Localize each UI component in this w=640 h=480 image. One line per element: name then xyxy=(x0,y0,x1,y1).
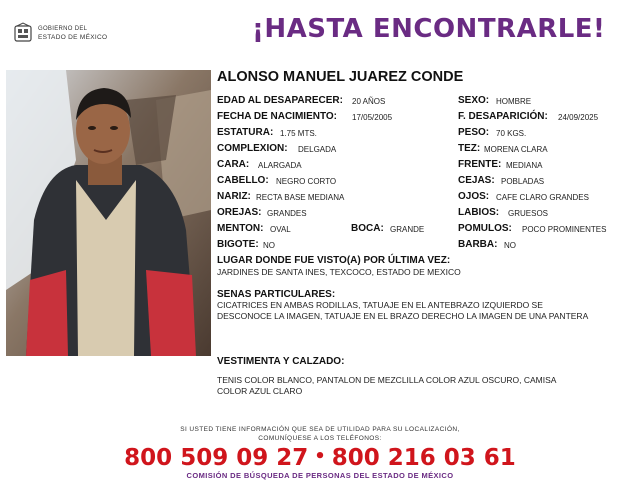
pomulos-value: POCO PROMINENTES xyxy=(522,225,607,234)
peso-value: 70 KGS. xyxy=(496,129,527,138)
orejas-value: GRANDES xyxy=(267,209,307,218)
bigote-value: NO xyxy=(263,241,275,250)
cabello-label: CABELLO: xyxy=(217,175,269,186)
missing-person-photo xyxy=(6,70,211,356)
contact-info-line-1: SI USTED TIENE INFORMACIÓN QUE SEA DE UTILIDAD PARA SU LOCALIZACIÓN, xyxy=(180,426,460,433)
headline: ¡HASTA ENCONTRARLE! xyxy=(252,14,606,44)
desaparicion-value: 24/09/2025 xyxy=(558,113,599,122)
barba-value: NO xyxy=(504,241,516,250)
vestimenta-text: TENIS COLOR BLANCO, PANTALON DE MEZCLILLA COLOR AZUL OSCURO, CAMISA COLOR AZUL CLARO xyxy=(217,375,556,396)
labios-label: LABIOS: xyxy=(458,207,500,218)
peso-label: PESO: xyxy=(458,127,490,138)
edad-value: 20 AÑOS xyxy=(352,97,386,106)
government-logo xyxy=(12,22,162,50)
footer-commission: COMISIÓN DE BÚSQUEDA DE PERSONAS DEL ESTADO DE MÉXICO xyxy=(186,471,454,480)
estatura-value: 1.75 MTS. xyxy=(280,129,317,138)
frente-label: FRENTE: xyxy=(458,159,502,170)
phone-separator: • xyxy=(314,446,326,467)
contact-info-line-2: COMUNÍQUESE A LOS TELÉFONOS: xyxy=(258,435,382,442)
barba-label: BARBA: xyxy=(458,239,498,250)
phone-numbers xyxy=(0,445,640,471)
nariz-label: NARIZ: xyxy=(217,191,251,202)
state-crest-icon xyxy=(12,22,34,44)
cejas-label: CEJAS: xyxy=(458,175,495,186)
person-name: ALONSO MANUEL JUAREZ CONDE xyxy=(217,69,464,85)
ojos-value: CAFE CLARO GRANDES xyxy=(496,193,589,202)
complexion-label: COMPLEXION: xyxy=(217,143,288,154)
frente-value: MEDIANA xyxy=(506,161,543,170)
estatura-label: ESTATURA: xyxy=(217,127,274,138)
logo-line-1: GOBIERNO DEL xyxy=(38,26,88,32)
boca-label: BOCA: xyxy=(351,223,384,234)
desaparicion-label: F. DESAPARICIÓN: xyxy=(458,111,548,122)
nariz-value: RECTA BASE MEDIANA xyxy=(256,193,345,202)
sexo-value: HOMBRE xyxy=(496,97,532,106)
cejas-value: POBLADAS xyxy=(501,177,545,186)
tez-value: MORENA CLARA xyxy=(484,145,548,154)
cara-label: CARA: xyxy=(217,159,250,170)
lugar-title: LUGAR DONDE FUE VISTO(A) POR ÚLTIMA VEZ: xyxy=(217,255,451,266)
senas-title: SENAS PARTICULARES: xyxy=(217,289,336,300)
bigote-label: BIGOTE: xyxy=(217,239,259,250)
cara-value: ALARGADA xyxy=(258,161,302,170)
labios-value: GRUESOS xyxy=(508,209,549,218)
pomulos-label: POMULOS: xyxy=(458,223,512,234)
person-photo-icon xyxy=(6,70,211,356)
logo-line-2: ESTADO DE MÉXICO xyxy=(38,34,108,41)
tez-label: TEZ: xyxy=(458,143,481,154)
nacimiento-label: FECHA DE NACIMIENTO: xyxy=(217,111,337,122)
orejas-label: OREJAS: xyxy=(217,207,262,218)
ojos-label: OJOS: xyxy=(458,191,490,202)
menton-value: OVAL xyxy=(270,225,291,234)
menton-label: MENTON: xyxy=(217,223,264,234)
nacimiento-value: 17/05/2005 xyxy=(352,113,393,122)
cabello-value: NEGRO CORTO xyxy=(276,177,337,186)
sexo-label: SEXO: xyxy=(458,95,490,106)
phone-1[interactable]: 800 509 09 27 xyxy=(124,445,309,471)
senas-text: CICATRICES EN AMBAS RODILLAS, TATUAJE EN EL ANTEBRAZO IZQUIERDO SE DESCONOCE LA IMAGEN, TATUAJE EN EL BRAZO DERECHO LA IMAGEN DE UNA PANTERA xyxy=(217,300,589,321)
lugar-text: JARDINES DE SANTA INES, TEXCOCO, ESTADO DE MEXICO xyxy=(217,267,461,277)
complexion-value: DELGADA xyxy=(298,145,337,154)
edad-label: EDAD AL DESAPARECER: xyxy=(217,95,343,106)
vestimenta-title: VESTIMENTA Y CALZADO: xyxy=(217,356,345,367)
boca-value: GRANDE xyxy=(390,225,425,234)
phone-2[interactable]: 800 216 03 61 xyxy=(331,445,516,471)
